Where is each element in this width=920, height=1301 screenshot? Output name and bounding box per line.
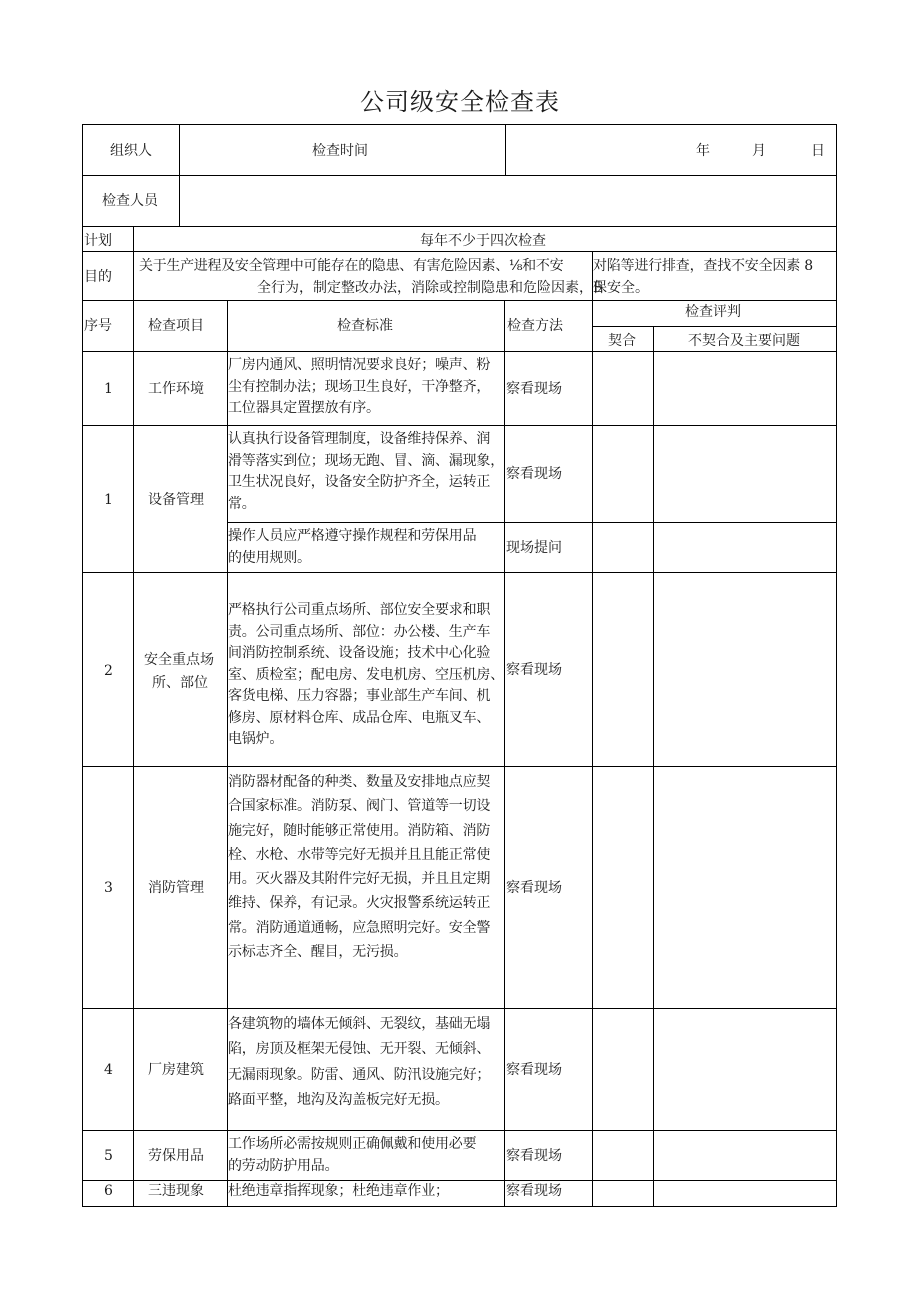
col-divider: [133, 226, 134, 1207]
table-border-bottom: [82, 1206, 837, 1207]
year-label: 年: [696, 143, 710, 159]
col-header-method: 检查方法: [507, 318, 563, 334]
row-item: 劳保用品: [148, 1148, 204, 1164]
row-item: 设备管理: [148, 492, 204, 508]
row-divider: [82, 1130, 837, 1131]
row-number: 3: [104, 880, 113, 896]
inspectors-label: 检查人员: [102, 193, 158, 209]
row-standard: 工作场所必需按规则正确佩戴和使用必要 的劳动防护用品。: [228, 1136, 477, 1174]
col-divider: [592, 251, 593, 1207]
purpose-text-line1: 关于生产进程及安全管理中可能存在的隐患、有害危险因素、⅛和不安: [139, 258, 564, 274]
table-border-top: [82, 124, 837, 125]
row-number: 1: [104, 381, 113, 397]
row-item: 消防管理: [148, 880, 204, 896]
day-label: 日: [811, 143, 825, 159]
row-item: 厂房建筑: [148, 1062, 204, 1078]
plan-label: 计划: [84, 233, 112, 249]
row-divider: [82, 351, 837, 352]
row-method: 察看现场: [506, 1148, 562, 1164]
col-header-no: 序号: [84, 318, 112, 334]
row-divider: [82, 425, 837, 426]
row-divider: [592, 326, 837, 327]
row-method: 察看现场: [506, 1062, 562, 1078]
row-divider: [82, 572, 837, 573]
row-number: 4: [104, 1062, 113, 1078]
row-item-line1: 安全重点场: [144, 652, 214, 668]
table-border-left: [82, 124, 83, 1207]
plan-text: 每年不少于四次检查: [420, 233, 546, 249]
inspection-time-label: 检查时间: [312, 143, 368, 159]
row-divider: [227, 522, 837, 523]
table-border-right: [836, 124, 837, 1207]
col-header-item: 检查项目: [148, 318, 204, 334]
col-header-nonconform: 不契合及主要问题: [688, 333, 800, 349]
row-divider: [82, 175, 837, 176]
row-standard: 操作人员应严格遵守操作规程和劳保用品 的使用规则。: [228, 528, 477, 566]
row-divider: [82, 226, 837, 227]
col-divider: [504, 300, 505, 1207]
row-standard: 严格执行公司重点场所、部位安全要求和职 责。公司重点场所、部位：办公楼、生产车 间消防控制系统、设备设施；技术中心化验 室、质检室；配电房、发电机房、空压机房、 客货电梯、压力容器；事业部生产车间、机 修房、原材料仓库、成品仓库、电瓶叉车、 电锅炉。: [228, 602, 504, 747]
row-method: 察看现场: [506, 880, 562, 896]
row-divider: [82, 766, 837, 767]
row-number: 5: [104, 1148, 113, 1164]
col-divider: [505, 124, 506, 176]
row-divider: [82, 1008, 837, 1009]
row-item: 三违现象: [148, 1183, 204, 1199]
purpose-text-line2: 全行为，制定整改办法，消除或控制隐患和危险因素，E: [257, 280, 604, 296]
col-header-conform: 契合: [608, 333, 636, 349]
row-divider: [82, 251, 837, 252]
row-method: 察看现场: [506, 466, 562, 482]
purpose-text-line1b: 对陷等进行排查，查找不安全因素 8: [593, 258, 813, 274]
col-header-evaluation: 检查评判: [685, 304, 741, 320]
row-number: 2: [104, 663, 113, 679]
col-header-standard: 检查标准: [337, 318, 393, 334]
row-method: 察看现场: [506, 1183, 562, 1199]
row-method: 察看现场: [506, 381, 562, 397]
page-title: 公司级安全检查表: [360, 88, 560, 116]
row-standard: 认真执行设备管理制度，设备维持保养、润 滑等落实到位；现场无跑、冒、滴、漏现象， 卫生状况良好，设备安全防护齐全，运转正 常。: [228, 431, 504, 512]
row-standard: 各建筑物的墙体无倾斜、无裂纹，基础无塌 陷，房顶及框架无侵蚀、无开裂、无倾斜、 无漏雨现象。防雷、通风、防汛设施完好； 路面平整，地沟及沟盖板完好无损。: [228, 1016, 491, 1108]
row-standard: 厂房内通风、照明情况要求良好；噪声、粉 尘有控制办法；现场卫生良好，干净整齐， 工位器具定置摆放有序。: [228, 357, 491, 416]
row-standard: 杜绝违章指挥现象；杜绝违章作业；: [228, 1183, 449, 1199]
purpose-label: 目的: [84, 269, 112, 285]
row-method: 察看现场: [506, 662, 562, 678]
row-item: 工作环境: [148, 381, 204, 397]
row-item-line2: 所、部位: [152, 675, 208, 691]
col-divider: [653, 326, 654, 1207]
month-label: 月: [752, 143, 766, 159]
col-divider: [179, 124, 180, 227]
row-number: 1: [104, 492, 113, 508]
row-method: 现场提问: [506, 540, 562, 556]
organizer-label: 组织人: [110, 143, 152, 159]
row-divider: [82, 300, 837, 301]
row-standard: 消防器材配备的种类、数量及安排地点应契 合国家标准。消防泵、阀门、管道等一切设 施完好，随时能够正常使用。消防箱、消防 栓、水枪、水带等完好无损并且且能正常使 用。灭火器及其附件完好无损，并且且定期 维持、保养，有记录。火灾报警系统运转正 常。消防通道通畅，应急照明完好。安全警 示标志齐全、醒目，无污损。: [228, 774, 491, 961]
purpose-text-line2b: 保安全。: [593, 280, 649, 296]
row-number: 6: [104, 1183, 113, 1199]
